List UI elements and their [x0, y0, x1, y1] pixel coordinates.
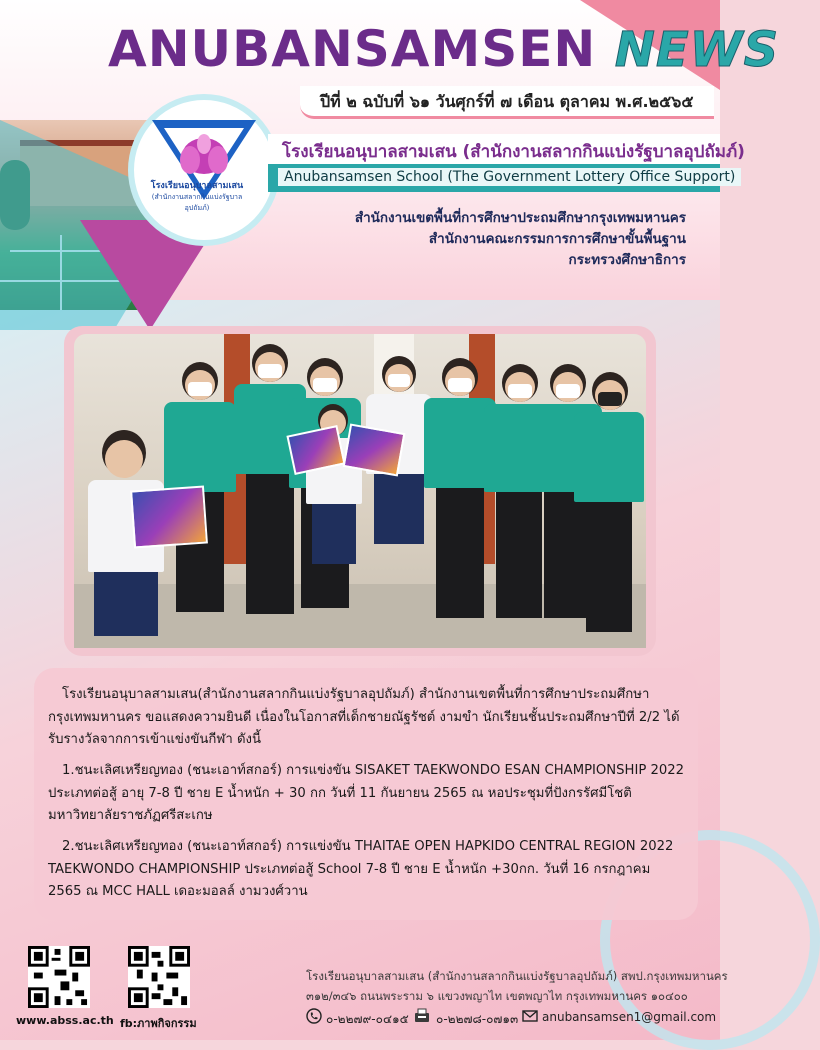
school-name-en: Anubansamsen School (The Government Lottery Office Support)	[278, 168, 741, 186]
logo-label-name: โรงเรียนอนุบาลสามเสน	[150, 181, 244, 191]
footer-fax: ๐-๒๒๗๘-๐๗๑๓	[436, 1012, 519, 1026]
qr-label-facebook: fb:ภาพกิจกรรม	[120, 1017, 197, 1030]
story-item-2: 2.ชนะเลิศเหรียญทอง (ชนะเอาท์สกอร์) การแข่งขัน THAITAE OPEN HAPKIDO CENTRAL REGION 2022 TAEKWONDO CHAMPIONSHIP ประเภทต่อสู้ School 7-8 ปี ชาย E น้ำหนัก +30กก. วันที่ 16 กรกฎาคม 2565 ณ MCC HALL เดอะมอลล์ งามวงศ์วาน	[48, 839, 674, 899]
qr-code-website[interactable]	[28, 946, 90, 1008]
agency-line-1: สำนักงานเขตพื้นที่การศึกษาประถมศึกษากรุงเทพมหานคร	[354, 210, 686, 226]
main-photo	[74, 334, 646, 648]
masthead-title-news: NEWS	[614, 22, 780, 78]
qr-code-icon	[28, 946, 90, 1008]
agency-line-3: กระทรวงศึกษาธิการ	[568, 252, 686, 268]
issue-info: ปีที่ ๒ ฉบับที่ ๖๑ วันศุกร์ที่ ๗ เดือน ตุลาคม พ.ศ.๒๕๖๕	[320, 92, 694, 111]
masthead-title	[108, 20, 779, 78]
phone-icon	[306, 1008, 322, 1024]
mail-icon	[522, 1008, 538, 1024]
footer-phone: ๐-๒๒๗๙-๐๔๑๕	[326, 1012, 409, 1026]
story-item-1: 1.ชนะเลิศเหรียญทอง (ชนะเอาท์สกอร์) การแข่งขัน SISAKET TAEKWONDO ESAN CHAMPIONSHIP 2022 ประเภทต่อสู้ อายุ 7-8 ปี ชาย E น้ำหนัก + 30 กก วันที่ 11 กันยายน 2565 ณ หอประชุมที่ปังกรรัศมีโชติ มหาวิทยาลัยราชภัฏศรีสะเกษ	[48, 763, 685, 823]
footer-school-name: โรงเรียนอนุบาลสามเสน (สำนักงานสลากกินแบ่งรัฐบาลอุปถัมภ์) สพป.กรุงเทพมหานคร	[306, 969, 728, 983]
story-intro: โรงเรียนอนุบาลสามเสน(สำนักงานสลากกินแบ่งรัฐบาลอุปถัมภ์) สำนักงานเขตพื้นที่การศึกษาประถมศึกษากรุงเทพมหานคร ขอแสดงความยินดี เนื่องในโอกาสที่เด็กชายณัฐรัชต์ งามขำ นักเรียนชั้นประถมศึกษาปีที่ 2/2 ได้รับรางวัลจากการเข้าแข่งขันกีฬา ดังนี้	[48, 687, 680, 747]
qr-label-website: www.abss.ac.th	[16, 1014, 114, 1027]
qr-code-facebook[interactable]	[128, 946, 190, 1008]
lotus-triangle-icon	[134, 100, 274, 240]
logo-label-sub: (สำนักงานสลากกินแบ่งรัฐบาลอุปถัมภ์)	[151, 193, 243, 212]
masthead-title-main: ANUBANSAMSEN	[108, 20, 597, 78]
agency-line-2: สำนักงานคณะกรรมการการศึกษาขั้นพื้นฐาน	[428, 231, 686, 247]
school-logo	[128, 94, 280, 246]
fax-icon	[414, 1008, 430, 1024]
school-name-th: โรงเรียนอนุบาลสามเสน (สำนักงานสลากกินแบ่งรัฐบาลอุปถัมภ์)	[282, 142, 745, 162]
footer-address: ๓๑๒/๓๔๖ ถนนพระราม ๖ แขวงพญาไท เขตพญาไท กรุงเทพมหานคร ๑๐๔๐๐	[306, 989, 688, 1003]
footer-email[interactable]: anubansamsen1@gmail.com	[542, 1010, 717, 1024]
qr-code-icon	[128, 946, 190, 1008]
